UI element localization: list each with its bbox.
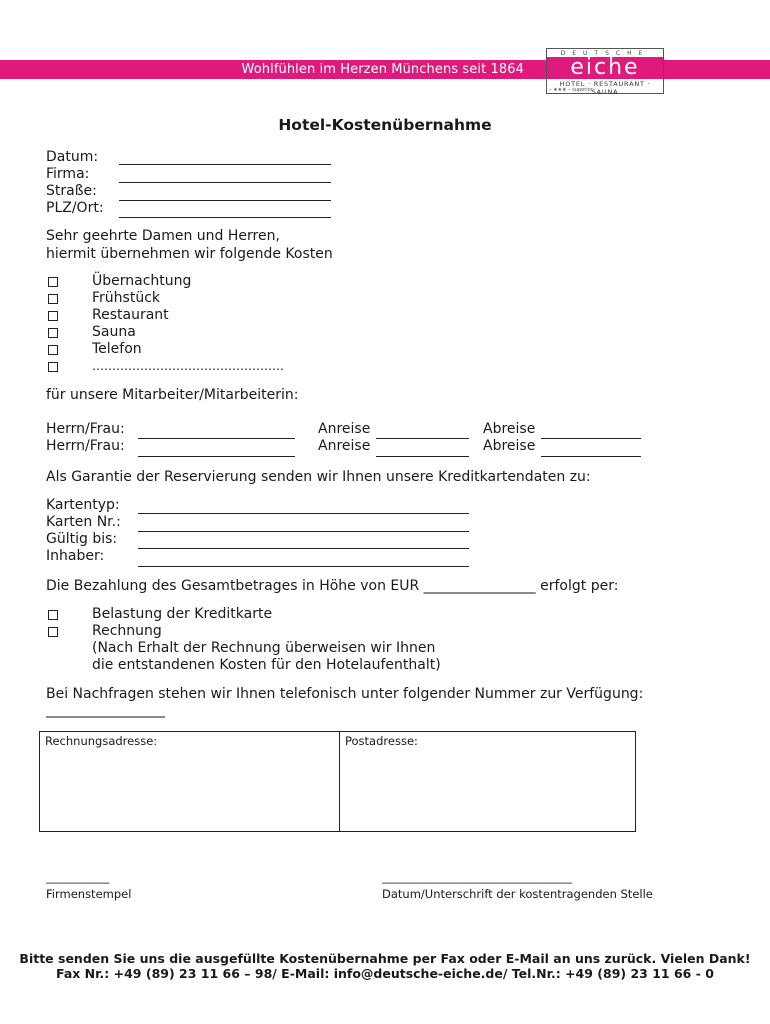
card-line-type[interactable] — [138, 513, 469, 514]
cost-item-restaurant: Restaurant — [92, 307, 169, 323]
address-box-divider — [339, 732, 340, 831]
logo-stars: – ★★★ – superior — [549, 87, 593, 93]
field-label-date: Datum: — [46, 149, 99, 165]
greeting-line-2: hiermit übernehmen wir folgende Kosten — [46, 246, 333, 262]
guarantee-text: Als Garantie der Reservierung senden wir Ihnen unsere Kreditkartendaten zu: — [46, 469, 591, 485]
signature-label: Datum/Unterschrift der kostentragenden Stelle — [382, 887, 653, 901]
departure-label-2: Abreise — [483, 438, 536, 454]
card-label-number: Karten Nr.: — [46, 514, 121, 530]
inquiry-text: Bei Nachfragen stehen wir Ihnen telefonisch unter folgender Nummer zur Verfügung: — [46, 686, 644, 702]
field-line-city[interactable] — [119, 217, 331, 218]
address-boxes — [39, 731, 636, 832]
field-label-street: Straße: — [46, 183, 97, 199]
stamp-line[interactable]: ___________ — [46, 870, 110, 884]
guest-label-2: Herrn/Frau: — [46, 438, 125, 454]
cost-item-overnight: Übernachtung — [92, 273, 192, 289]
field-label-company: Firma: — [46, 166, 90, 182]
cost-item-other: ………………………………………… — [92, 359, 284, 373]
field-label-city: PLZ/Ort: — [46, 200, 104, 216]
inquiry-phone-blank[interactable]: _________________ — [46, 702, 165, 718]
invoice-note-2: die entstandenen Kosten für den Hotelaufenthalt) — [92, 657, 441, 673]
arrival-label-1: Anreise — [318, 421, 371, 437]
departure-line-1[interactable] — [541, 438, 641, 439]
cost-item-breakfast: Frühstück — [92, 290, 160, 306]
checkbox-restaurant[interactable] — [48, 311, 58, 321]
billing-address-label: Rechnungsadresse: — [45, 734, 158, 748]
checkbox-other[interactable] — [48, 362, 58, 372]
card-line-number[interactable] — [138, 531, 469, 532]
greeting-line-1: Sehr geehrte Damen und Herren, — [46, 228, 280, 244]
signature-line[interactable]: _________________________________ — [382, 870, 572, 884]
card-label-type: Kartentyp: — [46, 497, 120, 513]
field-line-company[interactable] — [119, 182, 331, 183]
stamp-label: Firmenstempel — [46, 887, 132, 901]
payment-option-invoice: Rechnung — [92, 623, 162, 639]
logo-subtitle: HOTEL · RESTAURANT · SAUNA — [559, 80, 651, 96]
header-tagline: Wohlfühlen im Herzen Münchens seit 1864 — [241, 62, 524, 77]
postal-address-label: Postadresse: — [345, 734, 418, 748]
card-label-valid: Gültig bis: — [46, 531, 118, 547]
checkbox-credit-card[interactable] — [48, 610, 58, 620]
arrival-line-2[interactable] — [376, 456, 469, 457]
invoice-note-1: (Nach Erhalt der Rechnung überweisen wir Ihnen — [92, 640, 436, 656]
card-line-valid[interactable] — [138, 548, 469, 549]
logo-name: eiche — [547, 57, 663, 79]
card-label-holder: Inhaber: — [46, 548, 105, 564]
footer-line-1: Bitte senden Sie uns die ausgefüllte Kostenübernahme per Fax oder E-Mail an uns zurück. Vielen Dank! — [19, 951, 751, 966]
checkbox-phone[interactable] — [48, 345, 58, 355]
departure-label-1: Abreise — [483, 421, 536, 437]
arrival-line-1[interactable] — [376, 438, 469, 439]
cost-item-sauna: Sauna — [92, 324, 136, 340]
departure-line-2[interactable] — [541, 456, 641, 457]
field-line-street[interactable] — [119, 200, 331, 201]
hotel-logo — [546, 48, 664, 94]
guest-label-1: Herrn/Frau: — [46, 421, 125, 437]
footer-line-2: Fax Nr.: +49 (89) 23 11 66 – 98/ E-Mail: info@deutsche-eiche.de/ Tel.Nr.: +49 (89) 23 11 66 - 0 — [56, 966, 714, 981]
checkbox-invoice[interactable] — [48, 627, 58, 637]
checkbox-sauna[interactable] — [48, 328, 58, 338]
checkbox-overnight[interactable] — [48, 277, 58, 287]
field-line-date[interactable] — [119, 164, 331, 165]
employees-label: für unsere Mitarbeiter/Mitarbeiterin: — [46, 387, 299, 403]
card-line-holder[interactable] — [138, 566, 469, 567]
guest-name-line-1[interactable] — [138, 438, 295, 439]
logo-top-text: DEUTSCHE — [560, 50, 650, 57]
payment-text: Die Bezahlung des Gesamtbetrages in Höhe von EUR ________________ erfolgt per: — [46, 578, 619, 594]
cost-item-phone: Telefon — [92, 341, 142, 357]
payment-option-credit-card: Belastung der Kreditkarte — [92, 606, 273, 622]
guest-name-line-2[interactable] — [138, 456, 295, 457]
page-title: Hotel-Kostenübernahme — [278, 116, 492, 134]
checkbox-breakfast[interactable] — [48, 294, 58, 304]
arrival-label-2: Anreise — [318, 438, 371, 454]
